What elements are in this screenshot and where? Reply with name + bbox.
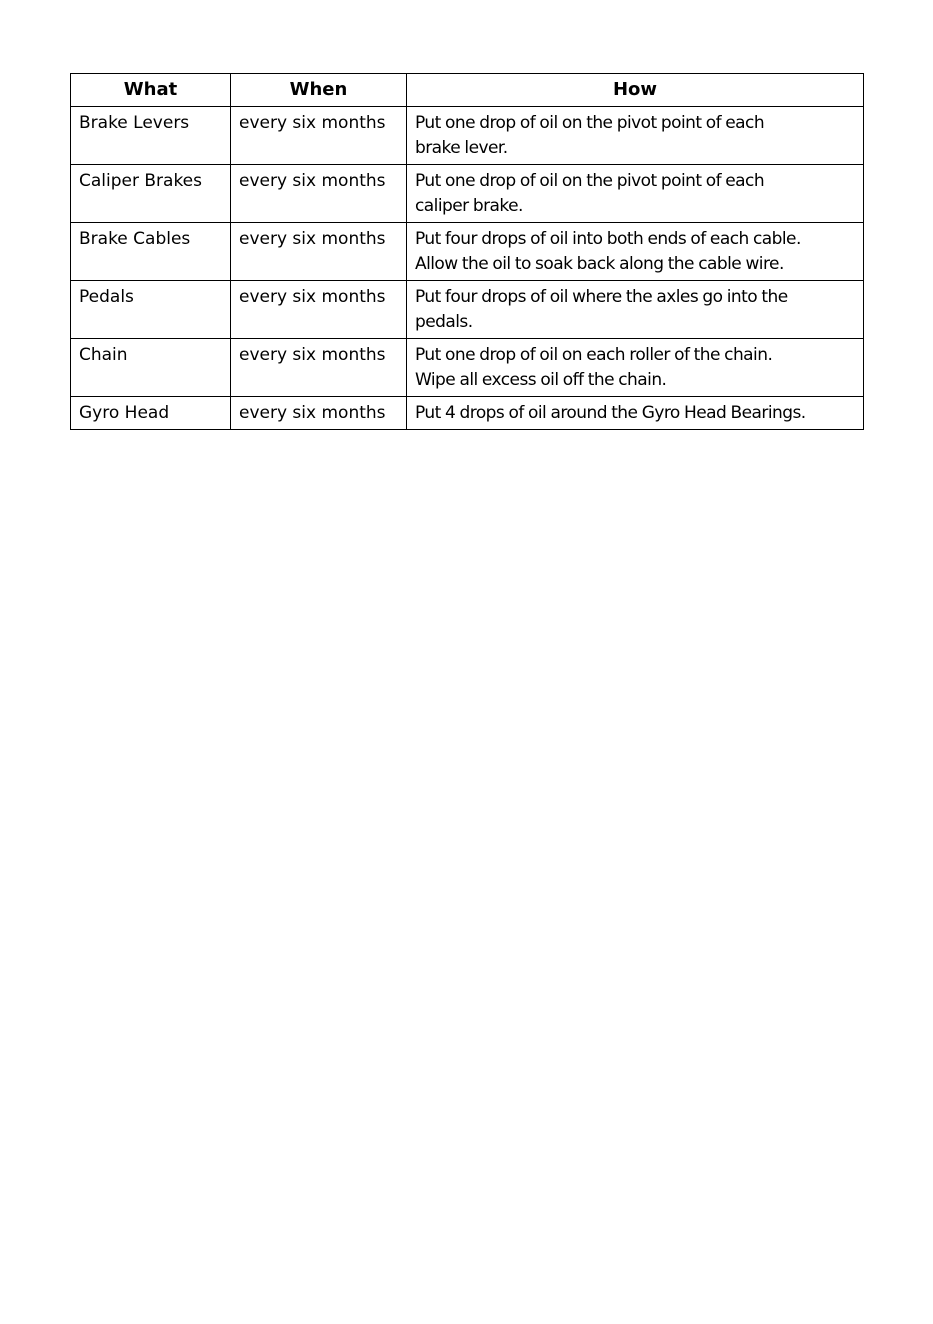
table-header-row: [71, 74, 864, 107]
how-line: Put one drop of oil on each roller of the chain.: [415, 345, 773, 365]
table-row: [71, 165, 864, 223]
how-line: Allow the oil to soak back along the cable wire.: [415, 254, 784, 274]
cell-what: Brake Levers: [71, 107, 231, 165]
cell-what: Gyro Head: [71, 397, 231, 430]
table-row: [71, 397, 864, 430]
cell-what: Caliper Brakes: [71, 165, 231, 223]
how-line: Put one drop of oil on the pivot point of each: [415, 171, 765, 191]
how-line: Wipe all excess oil off the chain.: [415, 370, 667, 390]
how-line: Put four drops of oil where the axles go into the: [415, 287, 788, 307]
cell-how: [407, 223, 864, 281]
how-line: Put 4 drops of oil around the Gyro Head Bearings.: [415, 403, 806, 423]
cell-when: every six months: [231, 165, 407, 223]
table-row: [71, 281, 864, 339]
cell-when: every six months: [231, 397, 407, 430]
cell-when: every six months: [231, 339, 407, 397]
cell-how: [407, 165, 864, 223]
cell-what: Chain: [71, 339, 231, 397]
table-row: [71, 107, 864, 165]
cell-how: [407, 397, 864, 430]
cell-what: Brake Cables: [71, 223, 231, 281]
how-line: Put four drops of oil into both ends of each cable.: [415, 229, 801, 249]
header-what: What: [71, 74, 231, 107]
how-line: Put one drop of oil on the pivot point of each: [415, 113, 765, 133]
cell-when: every six months: [231, 107, 407, 165]
cell-how: [407, 339, 864, 397]
header-how: How: [407, 74, 864, 107]
cell-what: Pedals: [71, 281, 231, 339]
how-line: pedals.: [415, 312, 473, 332]
header-when: When: [231, 74, 407, 107]
cell-how: [407, 281, 864, 339]
lubrication-schedule-table: [70, 73, 864, 430]
cell-when: every six months: [231, 281, 407, 339]
cell-how: [407, 107, 864, 165]
cell-when: every six months: [231, 223, 407, 281]
how-line: brake lever.: [415, 138, 508, 158]
table-row: [71, 339, 864, 397]
table-row: [71, 223, 864, 281]
how-line: caliper brake.: [415, 196, 523, 216]
